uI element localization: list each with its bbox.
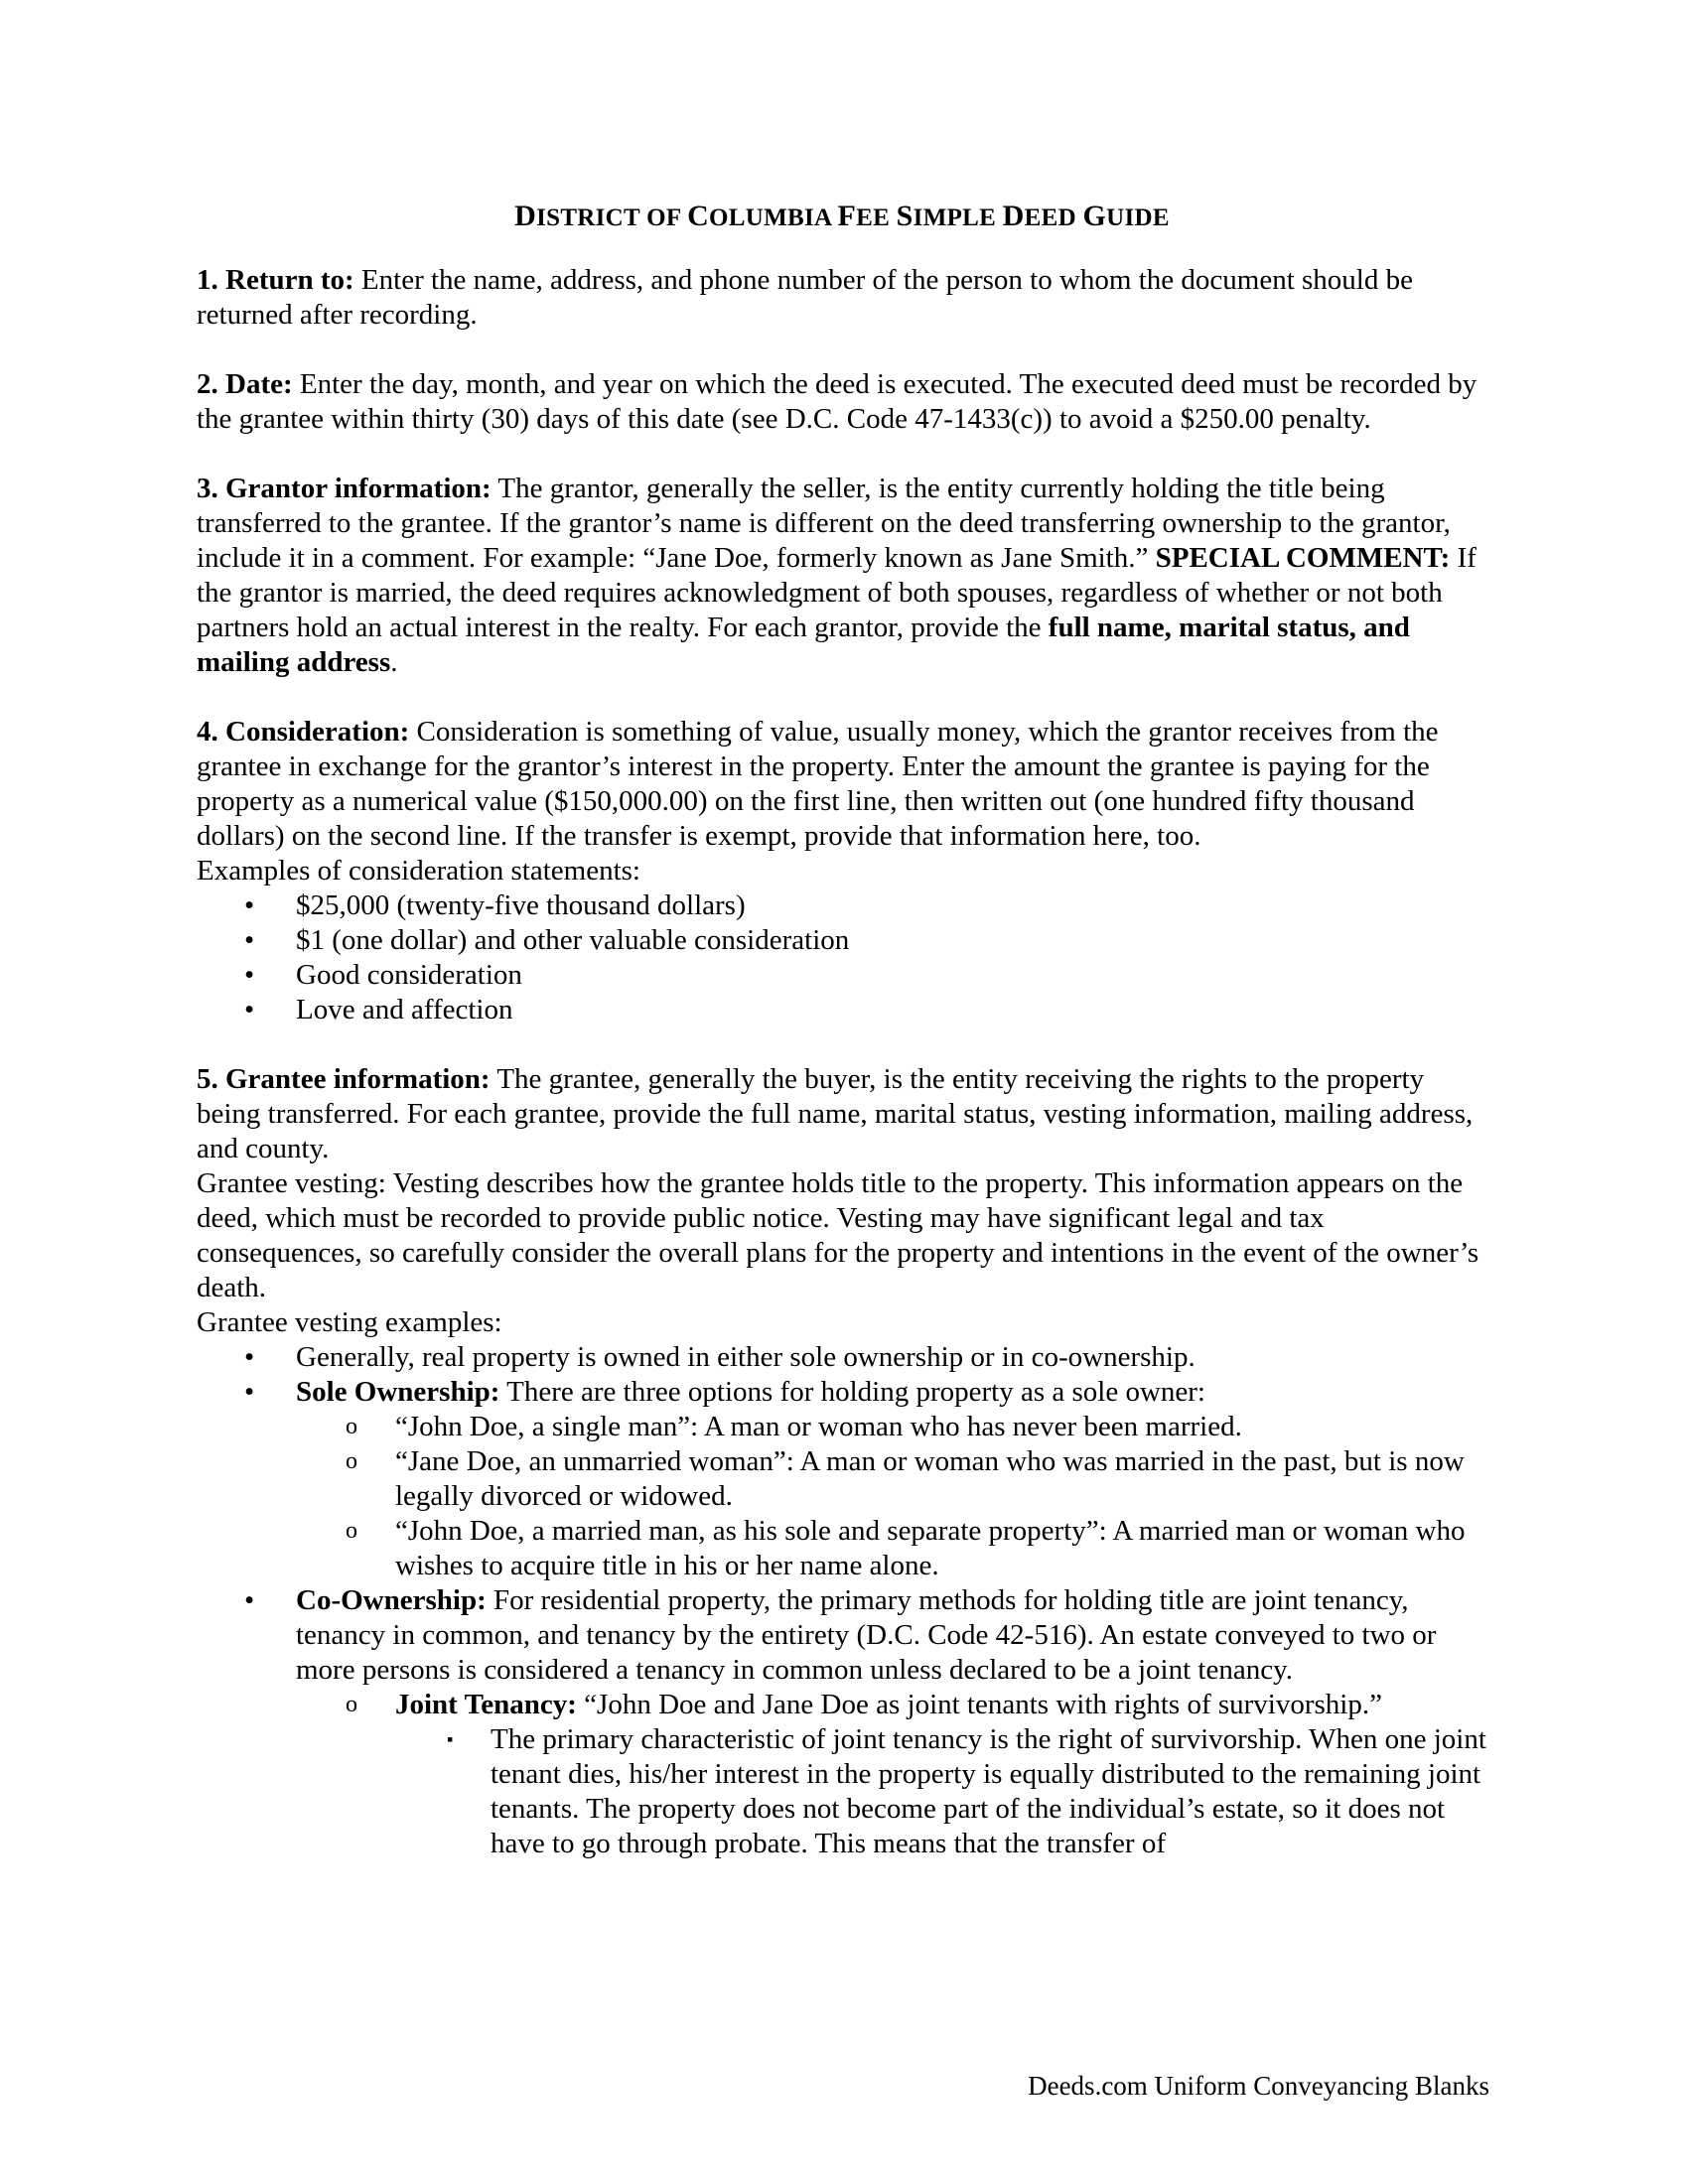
list-item-co-ownership: • Co-Ownership: For residential property, the primary methods for holding title are joint tenancy, tenancy in common, and tenancy by the entirety (D.C. Code 42-516). An estate conveyed to two or more persons is considered a tenancy in common unless declared to be a joint tenancy. o Joint Tenancy: “John Doe and Jane Doe as joint tenants with rights of survivorship.” ▪ The primary characteristic of joint tenancy is the right of survivorship. When one joint tenant dies, his/her interest in the property is equally distributed to the remaining joint tenants. The property does not become part of the individual’s estate, so it does not have to go through probate. This means that the transfer of — [244, 1584, 1486, 1859]
square-bullet-icon: ▪ — [447, 1729, 454, 1749]
section-consideration — [197, 715, 1487, 1027]
consideration-examples-list — [197, 888, 1487, 1027]
bullet-icon: • — [244, 994, 255, 1025]
circle-bullet-icon: o — [346, 1414, 357, 1439]
section-label: 3. Grantor information: — [197, 473, 492, 504]
section-date — [197, 367, 1487, 437]
section-text: Consideration is something of value, usually money, which the grantor receives from the grantee in exchange for the grantor’s interest in the property. Enter the amount the grantee is paying for the property as a numerical value ($150,000.00) on the first line, then written out (one hundred fifty thousand dollars) on the second line. If the transfer is exempt, provide that information here, too. — [197, 716, 1439, 852]
document-body — [197, 199, 1487, 1896]
examples-intro: Examples of consideration statements: — [197, 855, 640, 887]
joint-tenancy-list — [395, 1722, 1487, 1861]
list-item-sole-ownership: • Sole Ownership: There are three options for holding property as a sole owner: o “John Doe, a single man”: A man or woman who has never been married. o “Jane Doe, an unmarried woman”: A man or woman who was married in the past, but is now legally divorced or widowed. o “John Doe, a married man, as his sole and separate property”: A married man or woman who wishes to acquire title in his or her name alone. — [197, 1375, 1487, 1583]
section-text: The grantor, generally the seller, is the entity currently holding the title being transferred to the grantee. If the grantor’s name is different on the deed transferring ownership to the grantor, include it in a comment. For example: “Jane Doe, formerly known as Jane Smith.” — [197, 473, 1451, 574]
section-text: If the grantor is married, the deed requires acknowledgment of both spouses, regardless of whether or not both partners hold an actual interest in the realty. For each grantor, provide the — [197, 542, 1477, 643]
bullet-icon: • — [244, 1341, 255, 1373]
section-text: Enter the name, address, and phone number of the person to whom the document should be returned after recording. — [197, 264, 1413, 331]
section-text: Enter the day, month, and year on which the deed is executed. The executed deed must be recorded by the grantee within thirty (30) days of this date (see D.C. Code 47-1433(c)) to avoid a $250.00 penalty. — [197, 368, 1477, 435]
bullet-icon: • — [244, 889, 255, 921]
section-return-to — [197, 263, 1487, 333]
list-item: ▪ The primary characteristic of joint tenancy is the right of survivorship. When one joint tenant dies, his/her interest in the property is equally distributed to the remaining joint tenants. The property does not become part of the individual’s estate, so it does not have to go through probate. This means that the transfer of — [447, 1723, 1486, 1859]
section-label: 4. Consideration: — [197, 716, 410, 748]
section-text: The grantee, generally the buyer, is the entity receiving the rights to the property being transferred. For each grantee, provide the full name, marital status, vesting information, mailing address, and county. — [197, 1063, 1474, 1164]
section-grantee-information — [197, 1062, 1487, 1861]
co-ownership-list — [296, 1688, 1487, 1861]
list-item-joint-tenancy: o Joint Tenancy: “John Doe and Jane Doe as joint tenants with rights of survivorship.” ▪ The primary characteristic of joint tenancy is the right of survivorship. When one joint tenant dies, his/her interest in the property is equally distributed to the remaining joint tenants. The property does not become part of the individual’s estate, so it does not have to go through probate. This means that the transfer of — [346, 1689, 1486, 1859]
section-label: 1. Return to: — [197, 264, 354, 296]
vesting-examples-list — [197, 1340, 1487, 1861]
section-grantor-information: 3. Grantor information: The grantor, generally the seller, is the entity currently holding the title being transferred to the grantee. If the grantor’s name is different on the deed transferring ownership to the grantor, include it in a comment. For example: “Jane Doe, formerly known as Jane Smith.” SPECIAL COMMENT: If the grantor is married, the deed requires acknowledgment of both spouses, regardless of whether or not both partners hold an actual interest in the realty. For each grantor, provide the full name, marital status, and mailing address. — [197, 473, 1477, 678]
circle-bullet-icon: o — [346, 1448, 357, 1474]
required-fields-text: full name, marital status, and mailing address — [197, 612, 1410, 678]
list-item: • $1 (one dollar) and other valuable consideration — [244, 924, 850, 956]
list-item: • Love and affection — [244, 994, 513, 1025]
circle-bullet-icon: o — [346, 1518, 357, 1544]
bullet-icon: • — [244, 924, 255, 956]
list-item: o “John Doe, a married man, as his sole and separate property”: A married man or woman who wishes to acquire title in his or her name alone. — [346, 1515, 1466, 1581]
circle-bullet-icon: o — [346, 1692, 357, 1717]
vesting-examples-intro: Grantee vesting examples: — [197, 1306, 502, 1338]
page-title: DISTRICT OF COLUMBIA FEE SIMPLE DEED GUIDE — [514, 200, 1170, 232]
bullet-icon: • — [244, 1376, 255, 1408]
list-item: o “Jane Doe, an unmarried woman”: A man or woman who was married in the past, but is now legally divorced or widowed. — [346, 1445, 1465, 1512]
list-item: • Generally, real property is owned in either sole ownership or in co-ownership. — [244, 1341, 1196, 1373]
grantee-vesting-text: Grantee vesting: Vesting describes how the grantee holds title to the property. This information appears on the deed, which must be recorded to provide public notice. Vesting may have significant legal and tax consequences, so carefully consider the overall plans for the property and intentions in the event of the owner’s death. — [197, 1167, 1479, 1303]
bullet-icon: • — [244, 959, 255, 991]
sole-ownership-list — [296, 1410, 1487, 1583]
section-label: 2. Date: — [197, 368, 293, 400]
bullet-icon: • — [244, 1584, 255, 1616]
list-item: • $25,000 (twenty-five thousand dollars) — [244, 889, 746, 921]
section-label: 5. Grantee information: — [197, 1063, 491, 1095]
list-item: o “John Doe, a single man”: A man or woman who has never been married. — [346, 1411, 1242, 1442]
page-footer: Deeds.com Uniform Conveyancing Blanks — [1028, 2071, 1489, 2101]
special-comment-label: SPECIAL COMMENT: — [1155, 542, 1451, 574]
list-item: • Good consideration — [244, 959, 522, 991]
